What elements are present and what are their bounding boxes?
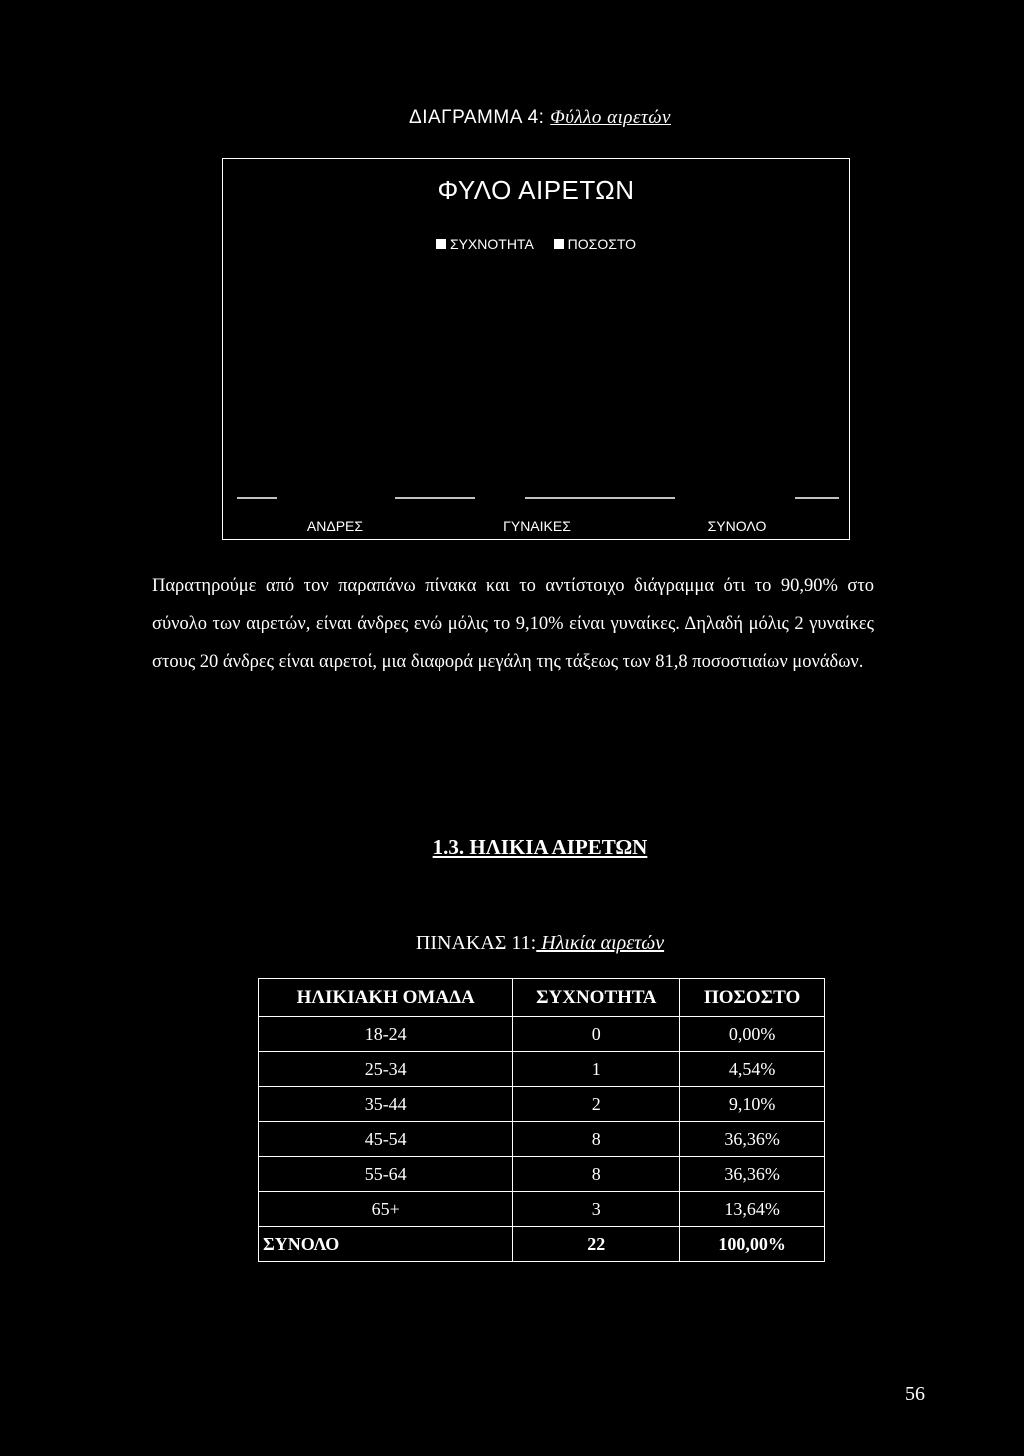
cell-age-group: 35-44: [259, 1087, 513, 1122]
cell-age-group: 18-24: [259, 1017, 513, 1052]
gender-chart: [222, 158, 850, 540]
page-number: 56: [905, 1383, 925, 1405]
cell-percentage: 4,54%: [680, 1052, 825, 1087]
cell-percentage: 0,00%: [680, 1017, 825, 1052]
x-label-men: ΑΝΔΡΕΣ: [306, 518, 364, 534]
cell-frequency: 8: [513, 1122, 680, 1157]
table-row: [259, 1122, 825, 1157]
table-row: [259, 1087, 825, 1122]
cell-age-group: 55-64: [259, 1157, 513, 1192]
cell-frequency: 8: [513, 1157, 680, 1192]
cell-percentage: 36,36%: [680, 1122, 825, 1157]
x-label-women: ΓΥΝΑΙΚΕΣ: [503, 518, 571, 534]
table-total-row: [259, 1227, 825, 1262]
header-percentage: ΠΟΣΟΣΤΟ: [680, 979, 825, 1017]
analysis-paragraph: Παρατηρούμε από τον παραπάνω πίνακα και το αντίστοιχο διάγραμμα ότι το 90,90% στο σύνολο των αιρετών, είναι άνδρες ενώ μόλις το 9,10% είναι γυναίκες. Δηλαδή μόλις 2 γυναίκες στους 20 άνδρες είναι αιρετοί, μια διαφορά μεγάλη της τάξεως των 81,8 ποσοστιαίων μονάδων.: [152, 576, 874, 672]
table-row: [259, 1192, 825, 1227]
cell-percentage: 36,36%: [680, 1157, 825, 1192]
table-row: [259, 1017, 825, 1052]
cell-frequency: 2: [513, 1087, 680, 1122]
legend-label-frequency: ΣΥΧΝΟΤΗΤΑ: [449, 236, 534, 252]
header-age-group: ΗΛΙΚΙΑΚΗ ΟΜΑΔΑ: [259, 979, 513, 1017]
header-frequency: ΣΥΧΝΟΤΗΤΑ: [513, 979, 680, 1017]
cell-frequency: 0: [513, 1017, 680, 1052]
cell-age-group: 25-34: [259, 1052, 513, 1087]
total-percentage: 100,00%: [680, 1227, 825, 1262]
total-frequency: 22: [513, 1227, 680, 1262]
total-label: ΣΥΝΟΛΟ: [259, 1227, 513, 1262]
table-row: [259, 1052, 825, 1087]
legend-label-percentage: ΠΟΣΟΣΤΟ: [567, 236, 637, 252]
section-heading: 1.3. ΗΛΙΚΙΑ ΑΙΡΕΤΩΝ: [432, 835, 648, 859]
table-caption-title: Ηλικία αιρετών: [536, 932, 665, 954]
x-label-total: ΣΥΝΟΛΟ: [707, 518, 767, 534]
cell-age-group: 45-54: [259, 1122, 513, 1157]
cell-age-group: 65+: [259, 1192, 513, 1227]
diagram-caption: [0, 107, 1024, 129]
age-table: [258, 978, 825, 1262]
table-row: [259, 1157, 825, 1192]
table-caption: [0, 932, 1024, 955]
diagram-caption-prefix: ΔΙΑΓΡΑΜΜΑ 4:: [409, 107, 551, 128]
cell-frequency: 1: [513, 1052, 680, 1087]
chart-plot-area: [223, 159, 849, 539]
table-header-row: [259, 979, 825, 1017]
table-caption-prefix: ΠΙΝΑΚΑΣ 11:: [415, 932, 537, 954]
chart-title: ΦΥΛΟ ΑΙΡΕΤΩΝ: [437, 175, 635, 205]
cell-frequency: 3: [513, 1192, 680, 1227]
cell-percentage: 9,10%: [680, 1087, 825, 1122]
cell-percentage: 13,64%: [680, 1192, 825, 1227]
diagram-caption-title: Φύλλο αιρετών: [550, 107, 671, 128]
